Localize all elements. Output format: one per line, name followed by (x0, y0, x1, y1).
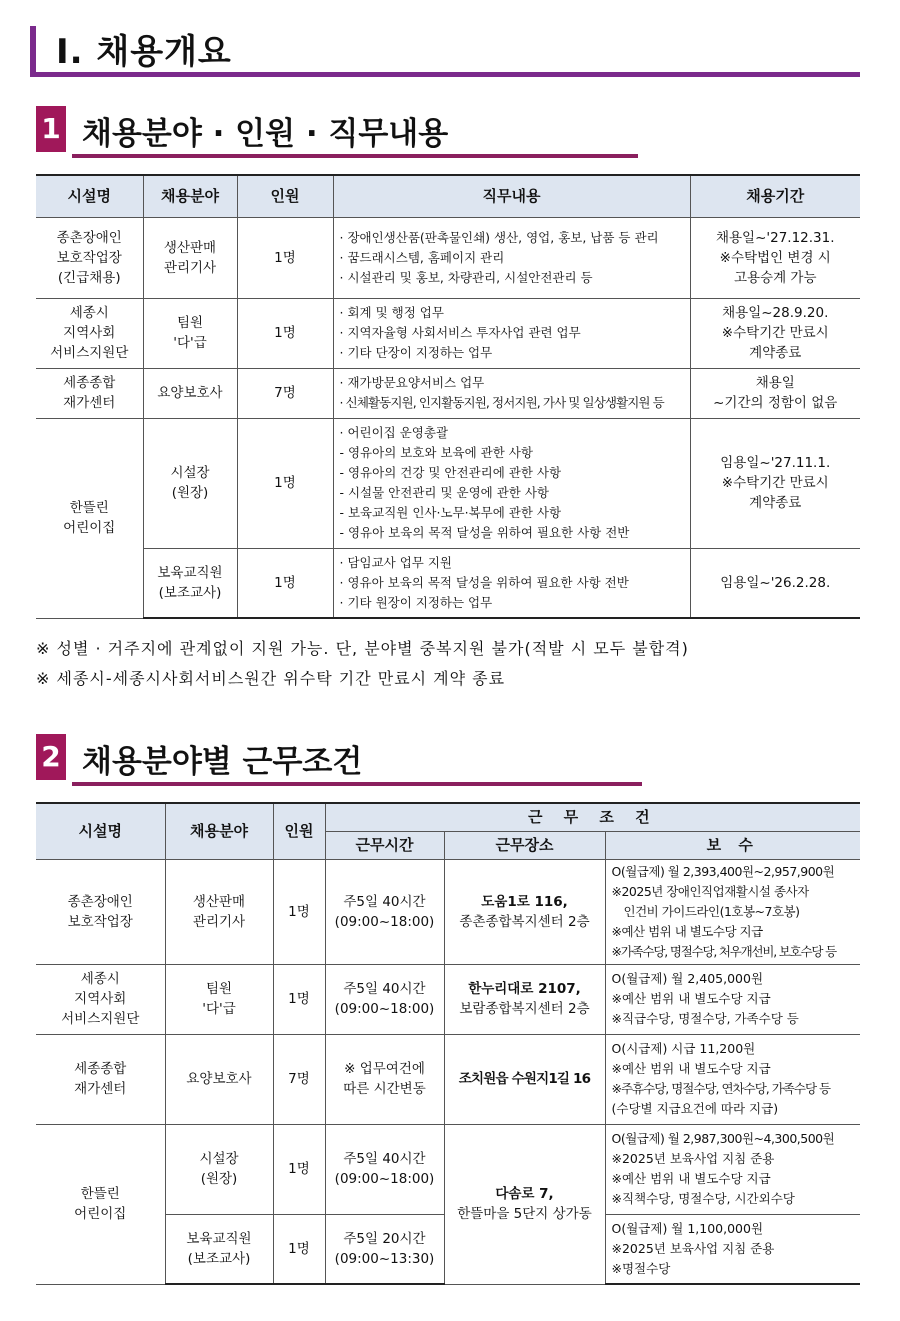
hours-cell: 주5일 40시간 (09:00~18:00) (325, 1124, 444, 1214)
field-cell: 보육교직원 (보조교사) (165, 1214, 273, 1284)
hours-cell: 주5일 20시간 (09:00~13:30) (325, 1214, 444, 1284)
facility-cell: 세종종합 재가센터 (36, 1034, 165, 1124)
header-duties: 직무내용 (333, 175, 690, 217)
table-row (36, 859, 860, 964)
header-conditions: 근 무 조 건 (325, 803, 860, 831)
period-cell: 채용일 ~기간의 정함이 없음 (690, 368, 860, 418)
header-facility: 시설명 (36, 175, 143, 217)
section2-header (36, 734, 646, 794)
header-hours: 근무시간 (325, 831, 444, 859)
section1-header (36, 106, 646, 166)
field-cell: 생산판매 관리기사 (143, 217, 237, 298)
count-cell: 7명 (273, 1034, 325, 1124)
table-row (36, 1034, 860, 1124)
section2-number: 2 (36, 734, 66, 780)
header-field: 채용분야 (143, 175, 237, 217)
section2-underline (72, 782, 642, 786)
title-accent-bar (30, 26, 36, 76)
section2-title: 채용분야별 근무조건 (82, 744, 363, 780)
count-cell: 1명 (273, 1124, 325, 1214)
header-period: 채용기간 (690, 175, 860, 217)
main-title (30, 22, 860, 78)
table-row (36, 217, 860, 298)
period-cell: 채용일~'27.12.31. ※수탁법인 변경 시 고용승계 가능 (690, 217, 860, 298)
facility-cell: 세종시 지역사회 서비스지원단 (36, 964, 165, 1034)
table-row (36, 548, 860, 618)
count-cell: 1명 (273, 859, 325, 964)
hours-cell: ※ 업무여건에 따른 시간변동 (325, 1034, 444, 1124)
hours-cell: 주5일 40시간 (09:00~18:00) (325, 964, 444, 1034)
pay-cell: O(시급제) 시급 11,200원 ※예산 범위 내 별도수당 지급 ※주휴수당, 명절수당, 연차수당, 가족수당 등 (수당별 지급요건에 따라 지급) (605, 1034, 860, 1124)
working-conditions-table (36, 802, 860, 1285)
section1-number: 1 (36, 106, 66, 152)
facility-cell: 세종시 지역사회 서비스지원단 (36, 298, 143, 368)
header-facility: 시설명 (36, 803, 165, 859)
facility-cell: 종촌장애인 보호작업장 (36, 859, 165, 964)
field-cell: 팀원 '다'급 (165, 964, 273, 1034)
period-cell: 채용일~28.9.20. ※수탁기간 만료시 계약종료 (690, 298, 860, 368)
page-title: Ⅰ. 채용개요 (56, 32, 232, 72)
count-cell: 1명 (273, 1214, 325, 1284)
pay-cell: O(월급제) 월 2,987,300원~4,300,500원 ※2025년 보육사업 지침 준용 ※예산 범위 내 별도수당 지급 ※직책수당, 명절수당, 시간외수당 (605, 1124, 860, 1214)
table-row (36, 964, 860, 1034)
field-cell: 보육교직원 (보조교사) (143, 548, 237, 618)
table-row (36, 368, 860, 418)
field-cell: 시설장 (원장) (165, 1124, 273, 1214)
note-item: ※ 세종시-세종시사회서비스원간 위수탁 기간 만료시 계약 종료 (36, 669, 506, 688)
facility-cell: 세종종합 재가센터 (36, 368, 143, 418)
count-cell: 1명 (237, 418, 333, 548)
count-cell: 1명 (237, 548, 333, 618)
duties-cell: · 회계 및 행정 업무 · 지역자율형 사회서비스 투자사업 관련 업무 · 기타 단장이 지정하는 업무 (333, 298, 690, 368)
facility-cell: 한뜰린 어린이집 (36, 418, 143, 618)
period-cell: 임용일~'26.2.28. (690, 548, 860, 618)
section1-title: 채용분야 · 인원 · 직무내용 (82, 116, 449, 152)
field-cell: 요양보호사 (165, 1034, 273, 1124)
header-count: 인원 (273, 803, 325, 859)
period-cell: 임용일~'27.11.1. ※수탁기간 만료시 계약종료 (690, 418, 860, 548)
table-row (36, 1124, 860, 1214)
duties-cell: · 장애인생산품(판촉물인쇄) 생산, 영업, 홍보, 납품 등 관리 · 꿈드래시스템, 홈페이지 관리 · 시설관리 및 홍보, 차량관리, 시설안전관리 등 (333, 217, 690, 298)
notes (36, 634, 860, 694)
header-count: 인원 (237, 175, 333, 217)
pay-cell: O(월급제) 월 2,405,000원 ※예산 범위 내 별도수당 지급 ※직급수당, 명절수당, 가족수당 등 (605, 964, 860, 1034)
place-cell: 도움1로 116, 종촌종합복지센터 2층 (444, 859, 605, 964)
place-cell: 조치원읍 수원지1길 16 (444, 1034, 605, 1124)
header-field: 채용분야 (165, 803, 273, 859)
count-cell: 7명 (237, 368, 333, 418)
field-cell: 요양보호사 (143, 368, 237, 418)
pay-cell: O(월급제) 월 1,100,000원 ※2025년 보육사업 지침 준용 ※명절수당 (605, 1214, 860, 1284)
table-row (36, 418, 860, 548)
duties-cell: · 담임교사 업무 지원 · 영유아 보육의 목적 달성을 위하여 필요한 사항 전반 · 기타 원장이 지정하는 업무 (333, 548, 690, 618)
duties-cell: · 어린이집 운영총괄 - 영유아의 보호와 보육에 관한 사항 - 영유아의 건강 및 안전관리에 관한 사항 - 시설물 안전관리 및 운영에 관한 사항 - 보육교직원 인사·노무·복무에 관한 사항 - 영유아 보육의 목적 달성을 위하여 필요한 사항 전반 (333, 418, 690, 548)
header-pay: 보 수 (605, 831, 860, 859)
facility-cell: 종촌장애인 보호작업장 (긴급채용) (36, 217, 143, 298)
field-cell: 생산판매 관리기사 (165, 859, 273, 964)
count-cell: 1명 (237, 298, 333, 368)
field-cell: 시설장 (원장) (143, 418, 237, 548)
count-cell: 1명 (273, 964, 325, 1034)
duties-cell: · 재가방문요양서비스 업무 · 신체활동지원, 인지활동지원, 정서지원, 가사 및 일상생활지원 등 (333, 368, 690, 418)
recruitment-overview-table (36, 174, 860, 619)
section1-underline (72, 154, 638, 158)
facility-cell: 한뜰린 어린이집 (36, 1124, 165, 1284)
field-cell: 팀원 '다'급 (143, 298, 237, 368)
count-cell: 1명 (237, 217, 333, 298)
table-row (36, 298, 860, 368)
hours-cell: 주5일 40시간 (09:00~18:00) (325, 859, 444, 964)
place-cell: 다솜로 7, 한뜰마을 5단지 상가동 (444, 1124, 605, 1284)
place-cell: 한누리대로 2107, 보람종합복지센터 2층 (444, 964, 605, 1034)
note-item: ※ 성별 · 거주지에 관계없이 지원 가능. 단, 분야별 중복지원 불가(적발 시 모두 불합격) (36, 639, 689, 658)
header-place: 근무장소 (444, 831, 605, 859)
pay-cell: O(월급제) 월 2,393,400원~2,957,900원 ※2025년 장애인직업재활시설 종사자 인건비 가이드라인(1호봉~7호봉) ※예산 범위 내 별도수당 지급 ※가족수당, 명절수당, 처우개선비, 보호수당 등 (605, 859, 860, 964)
